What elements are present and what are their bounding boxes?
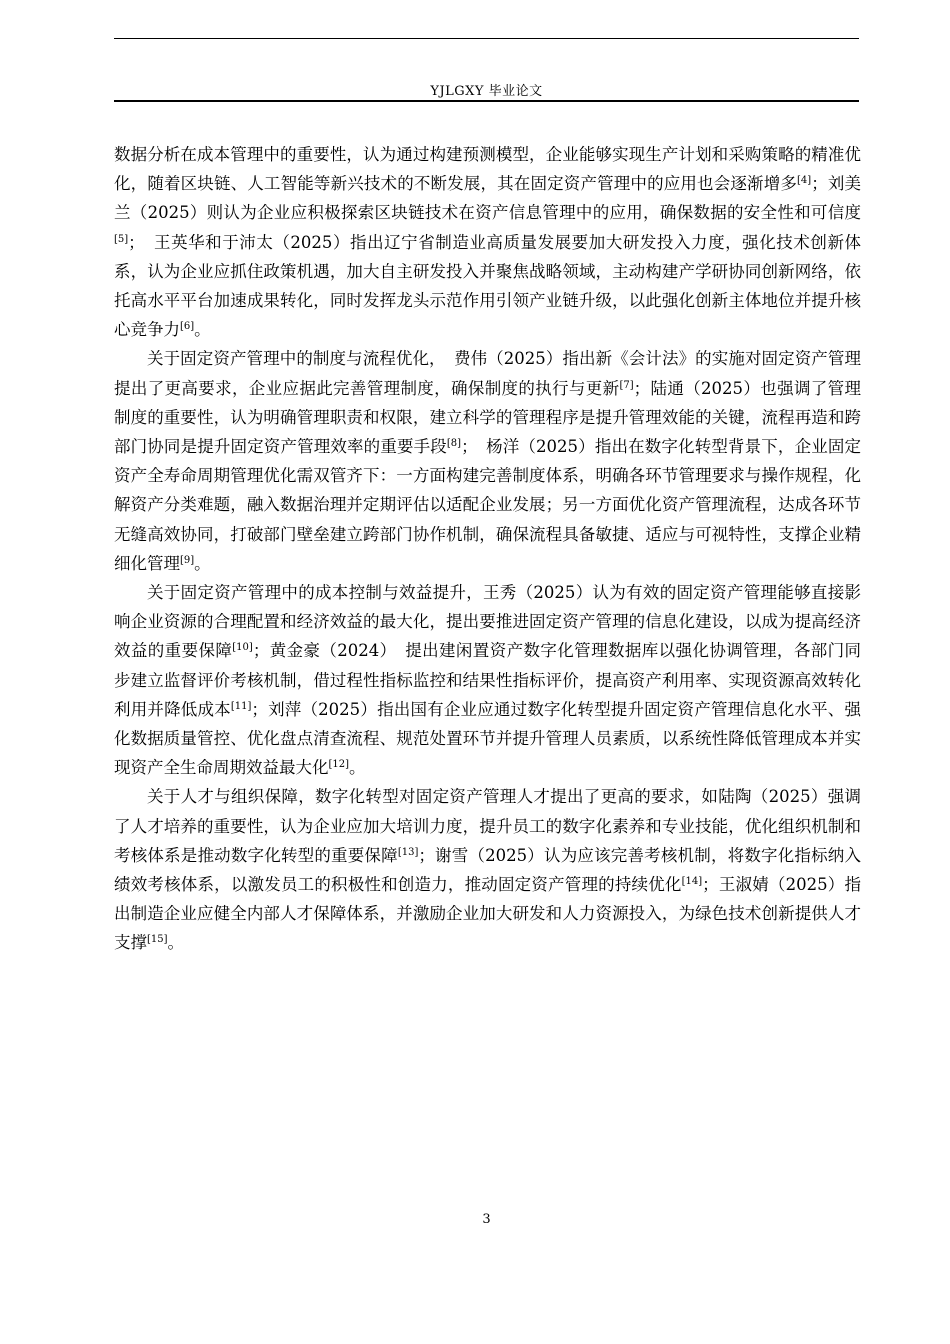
citation: [5] bbox=[114, 233, 129, 245]
text-run: 。 bbox=[167, 933, 185, 953]
header-top-rule bbox=[114, 38, 859, 39]
text-run: 。 bbox=[349, 758, 366, 778]
text-run: 关于人才与组织保障，数字化转型对固定资产管理人才提出了更高的要求，如陆陶（2025）强调了人才培养的重要性，认为企业应加大培训力度，提升员工的数字化素养和专业技能，优化组织机制和考核体系是推动数字化转型的重要保障 bbox=[114, 787, 861, 865]
text-run: ； 王英华和于沛太（2025）指出辽宁省制造业高质量发展要加大研发投入力度，强化技术创新体系，认为企业应抓住政策机遇，加大自主研发投入并聚焦战略领域，主动构建产学研协同创新网络，依托高水平平台加速成果转化，同时发挥龙头示范作用引领产业链升级，以此强化创新主体地位并提升核心竞争力 bbox=[114, 232, 861, 340]
header-bottom-rule bbox=[114, 100, 859, 102]
paragraph-3 bbox=[114, 578, 861, 782]
citation: [15] bbox=[147, 934, 168, 946]
citation: [8] bbox=[446, 438, 462, 450]
citation: [6] bbox=[180, 321, 195, 333]
text-run: 关于固定资产管理中的制度与流程优化， 费伟（2025）指出新《会计法》的实施对固定资产管理提出了更高要求，企业应据此完善管理制度，确保制度的执行与更新 bbox=[114, 349, 861, 398]
text-run: ；刘萍（2025）指出国有企业应通过数字化转型提升固定资产管理信息化水平、强化数据质量管控、优化盘点清查流程、规范处置环节并提升管理人员素质，以系统性降低管理成本并实现资产全生命周期效益最大化 bbox=[114, 699, 862, 778]
paragraph-2 bbox=[114, 344, 861, 578]
citation: [10] bbox=[232, 642, 253, 654]
text-run: ；黄金豪（2024） 提出建闲置资产数字化管理数据库以强化协调管理，各部门同步建立监督评价考核机制，借过程性指标监控和结果性指标评价，提高资产利用率、实现资源高效转化利用并降低成本 bbox=[114, 641, 862, 719]
text-run: ；王淑婧（2025）指出制造企业应健全内部人才保障体系，并激励企业加大研发和人力资源投入，为绿色技术创新提供人才支撑 bbox=[114, 875, 861, 953]
text-run: 。 bbox=[194, 320, 211, 340]
text-run: 关于固定资产管理中的成本控制与效益提升，王秀（2025）认为有效的固定资产管理能够直接影响企业资源的合理配置和经济效益的最大化，提出要推进固定资产管理的信息化建设，以成为提高经济效益的重要保障 bbox=[114, 583, 861, 661]
paragraph-4 bbox=[114, 782, 861, 957]
text-run: ；刘美兰（2025）则认为企业应积极探索区块链技术在资产信息管理中的应用，确保数据的安全性和可信度 bbox=[114, 174, 862, 223]
page-header: YJLGXY 毕业论文 bbox=[430, 84, 543, 99]
paragraph-1 bbox=[114, 140, 861, 344]
citation: [12] bbox=[328, 759, 350, 771]
page-number: 3 bbox=[482, 1212, 491, 1227]
citation: [7] bbox=[619, 379, 634, 391]
citation: [9] bbox=[180, 554, 195, 566]
citation: [11] bbox=[230, 700, 252, 712]
citation: [4] bbox=[797, 175, 812, 187]
body-text bbox=[114, 140, 861, 958]
citation: [14] bbox=[681, 876, 703, 888]
text-run: 数据分析在成本管理中的重要性，认为通过构建预测模型，企业能够实现生产计划和采购策略的精准优化，随着区块链、人工智能等新兴技术的不断发展，其在固定资产管理中的应用也会逐渐增多 bbox=[114, 145, 861, 194]
citation: [13] bbox=[397, 846, 419, 858]
text-run: ；谢雪（2025）认为应该完善考核机制，将数字化指标纳入绩效考核体系，以激发员工的积极性和创造力，推动固定资产管理的持续优化 bbox=[114, 845, 861, 895]
text-run: ； 杨洋（2025）指出在数字化转型背景下，企业固定资产全寿命周期管理优化需双管齐下：一方面构建完善制度体系，明确各环节管理要求与操作规程，化解资产分类难题，融入数据治理并定期评估以适配企业发展；另一方面优化资产管理流程，达成各环节无缝高效协同，打破部门壁垒建立跨部门协作机制，确保流程具备敏捷、适应与可视特性，支撑企业精细化管理 bbox=[114, 437, 862, 573]
text-run: 。 bbox=[194, 553, 211, 573]
text-run: ；陆通（2025）也强调了管理制度的重要性，认为明确管理职责和权限，建立科学的管理程序是提升管理效能的关键，流程再造和跨部门协同是提升固定资产管理效率的重要手段 bbox=[114, 378, 861, 457]
